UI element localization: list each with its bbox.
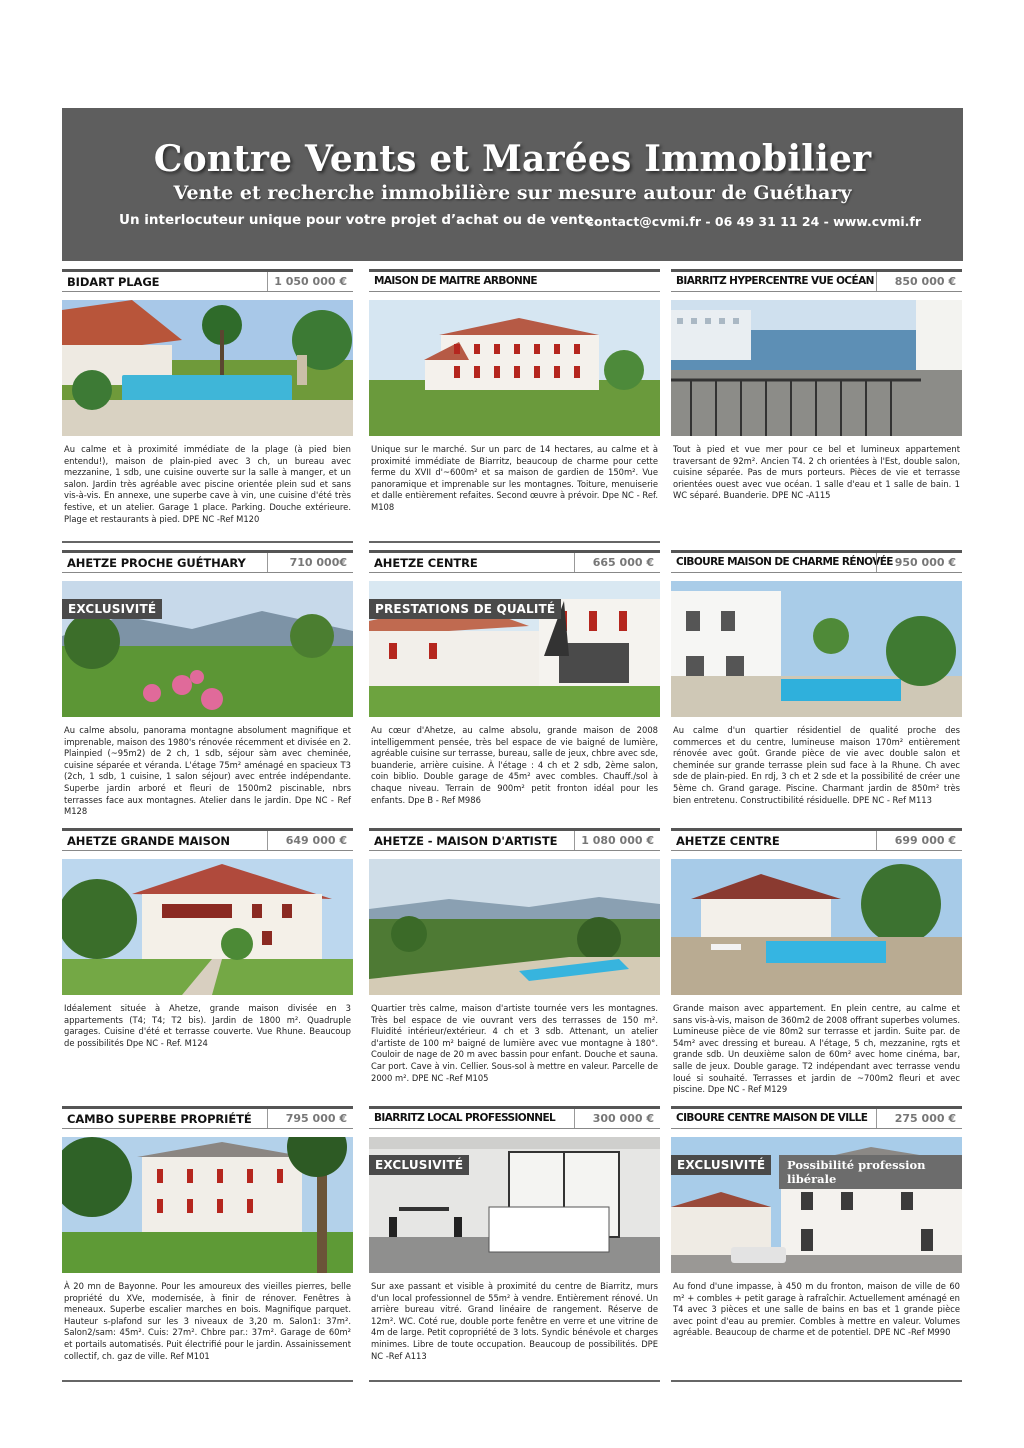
listing-price: 300 000 € bbox=[574, 1109, 660, 1128]
listing-name: AHETZE PROCHE GUÉTHARY bbox=[67, 556, 246, 570]
bottom-rule bbox=[62, 1380, 353, 1382]
listing-photo[interactable] bbox=[62, 581, 353, 717]
listing-photo[interactable] bbox=[369, 1137, 660, 1273]
listing-card[interactable] bbox=[369, 550, 660, 806]
historic-estate-image bbox=[62, 1137, 353, 1273]
listing-footline bbox=[369, 541, 660, 543]
listing-price: 710 000€ bbox=[267, 553, 353, 572]
exclusivity-badge: EXCLUSIVITÉ bbox=[369, 1155, 469, 1175]
bottom-rule bbox=[671, 1380, 962, 1382]
listing-description: Au calme d'un quartier résidentiel de qualité proche des commerces et du centre, lumineuse maison 170m² entièrement rénovée avec goût. Grande pièce de vie avec double salon et cheminée sur grande terrasse plein sud face à la Rhune. Ch avec sde de plain-pied. En rdj, 3 ch et 2 sde et la possibilité de créer une 5ème ch. Grand garage. Piscine. Charmant jardin de 850m² très bien entretenu. Constructibilité résiduelle. DPE NC - Ref M113 bbox=[673, 725, 960, 805]
listing-card[interactable] bbox=[62, 550, 353, 818]
listing-photo[interactable] bbox=[369, 859, 660, 995]
listing-photo[interactable] bbox=[62, 300, 353, 436]
listing-description: Au cœur d'Ahetze, au calme absolu, grande maison de 2008 intelligemment pensée, très bel espace de vie baigné de lumière, agréable cuisine sur terrasse, bureau, salle de jeux, chbre avec sde, buanderie, arrière cuisine. À l'étage : 4 ch et 2 sdb, 2ème salon, coin biblio. Double garage de 45m² avec combles. Chauff./sol à chaque niveau. Terrain de 900m² petit fronton idéal pour les enfants. Dpe B - Ref M986 bbox=[371, 725, 658, 805]
listing-price: 950 000 € bbox=[876, 553, 962, 572]
pool-villa-image bbox=[62, 300, 353, 436]
agency-header bbox=[62, 108, 963, 261]
listing-header bbox=[369, 550, 660, 573]
listing-photo[interactable] bbox=[671, 581, 962, 717]
listing-footline bbox=[62, 541, 353, 543]
listing-card[interactable] bbox=[671, 550, 962, 806]
listing-price: 699 000 € bbox=[876, 831, 962, 850]
listing-header bbox=[62, 828, 353, 851]
listing-description: À 20 mn de Bayonne. Pour les amoureux des vieilles pierres, belle propriété du XVe, modernisée, à finir de rénover. Fenêtres à meneaux. Superbe escalier marches en bois. Magnifique parquet. Hauteur s-plafond sur les 3 niveaux de 3,20 m. Salon1: 37m². Salon2/sam: 45m². Cuis: 27m². Chbre par.: 37m². Garage de 60m² et portails automatisés. Puit électrifié pour le jardin. Assainissement collectif, ch. gaz de ville. Ref M101 bbox=[64, 1281, 351, 1361]
quality-badge: PRESTATIONS DE QUALITÉ bbox=[369, 599, 561, 619]
listing-description: Au fond d'une impasse, à 450 m du fronton, maison de ville de 60 m² + combles + petit garage à rafraîchir. Actuellement aménagé en T4 avec 3 pièces et une salle de bains en bas et 1 grande pièce avec point d'eau au premier. Combles à mettre en valeur. Volumes agréable. Beaucoup de charme et de potentiel. DPE NC -Ref M990 bbox=[673, 1281, 960, 1338]
listing-description: Au calme et à proximité immédiate de la plage (à pied bien entendu!), maison de plain-pied avec 3 ch, un bureau avec mezzanine, 1 sdb, une cuisine ouverte sur la salle à manger, et un salon. Jardin très agréable avec piscine orientée plein sud et sans vis-à-vis. En annexe, une superbe cave à vin, une cuisine d'été très festive, et un atelier. Garage 1 place. Parking. Douche extérieure. Plage et restaurants à pied. DPE NC -Ref M120 bbox=[64, 444, 351, 524]
listing-price: 850 000 € bbox=[876, 272, 962, 291]
artist-house-view-image bbox=[369, 859, 660, 995]
listing-description: Sur axe passant et visible à proximité du centre de Biarritz, murs d'un local professionnel de 55m² à vendre. Entièrement rénové. Un arrière bureau vitré. Grand linéaire de rangement. Réserve de 12m². WC. Coté rue, double porte fenêtre en verre et une vitrine de 4m de large. Petit copropriété de 3 lots. Syndic bénévole et charges minimes. Libre de toute occupation. Beaucoup de possibilités. DPE NC -Ref A113 bbox=[371, 1281, 658, 1361]
listing-card[interactable] bbox=[62, 1106, 353, 1362]
listing-name: AHETZE GRANDE MAISON bbox=[67, 834, 230, 848]
listing-header bbox=[671, 550, 962, 573]
bottom-rule bbox=[369, 1380, 660, 1382]
manor-house-image bbox=[369, 300, 660, 436]
listing-header bbox=[62, 550, 353, 573]
house-with-pool-deck-image bbox=[671, 859, 962, 995]
listing-header bbox=[369, 828, 660, 851]
listing-name: BIARRITZ HYPERCENTRE VUE OCÉAN bbox=[676, 275, 874, 287]
listing-price: 665 000 € bbox=[574, 553, 660, 572]
listing-price: 275 000 € bbox=[876, 1109, 962, 1128]
listing-name: BIARRITZ LOCAL PROFESSIONNEL bbox=[374, 1112, 556, 1124]
listing-description: Au calme absolu, panorama montagne absolument magnifique et imprenable, maison des 1980's rénovée récemment et divisée en 2. Plainpied (~95m2) de 2 ch, 1 sdb, séjour sàm avec cheminée, cuisine séparée et véranda. L'étage 75m² aménagé en spacieux T3 (2ch, 1 sdb, 1 cuisine, 1 salon séjour) avec entrée indépendante. Superbe jardin arboré et fleuri de 1500m2 piscinable, nbrs terrasses face aux montagnes. Atelier dans le jardin. Dpe NC - Ref M128 bbox=[64, 725, 351, 817]
listing-photo[interactable] bbox=[369, 581, 660, 717]
agency-tagline: Un interlocuteur unique pour votre projet d’achat ou de vente. bbox=[119, 212, 599, 228]
large-house-image bbox=[62, 859, 353, 995]
listing-header bbox=[671, 269, 962, 292]
listing-name: AHETZE CENTRE bbox=[374, 556, 478, 570]
listing-name: AHETZE - MAISON D'ARTISTE bbox=[374, 834, 558, 848]
listing-card[interactable] bbox=[671, 1106, 962, 1339]
listing-name: MAISON DE MAITRE ARBONNE bbox=[374, 275, 538, 287]
agency-subtitle: Vente et recherche immobilière sur mesure autour de Guéthary bbox=[173, 182, 852, 204]
listing-price: 795 000 € bbox=[267, 1109, 353, 1128]
listing-photo[interactable] bbox=[671, 300, 962, 436]
listing-header bbox=[369, 1106, 660, 1129]
listing-name: AHETZE CENTRE bbox=[676, 834, 780, 848]
agency-title: Contre Vents et Marées Immobilier bbox=[153, 138, 872, 180]
listing-description: Idéalement située à Ahetze, grande maison divisée en 3 appartements (T4; T4; T2 bis). Jardin de 1800 m². Quadruple garages. Cuisine d'été et terrasse couverte. Vue Rhune. Beaucoup de possibilités Dpe NC - Ref. M124 bbox=[64, 1003, 351, 1048]
listing-card[interactable] bbox=[62, 269, 353, 525]
listing-header bbox=[62, 269, 353, 292]
listing-photo[interactable] bbox=[671, 1137, 962, 1273]
listing-description: Unique sur le marché. Sur un parc de 14 hectares, au calme et à proximité immédiate de Biarritz, beaucoup de charme pour cette ferme du XVII d'~600m² et sa maison de gardien de 150m². Vue panoramique et imprenable sur les montagnes. Toiture, menuiserie et dalle entièrement refaites. Second œuvre à prévoir. Dpe NC - Ref. M108 bbox=[371, 444, 658, 512]
ocean-view-balcony-image bbox=[671, 300, 962, 436]
listing-name: CIBOURE MAISON DE CHARME RÉNOVÉE bbox=[676, 556, 893, 568]
listing-card[interactable] bbox=[369, 828, 660, 1084]
listing-card[interactable] bbox=[671, 269, 962, 502]
listing-description: Grande maison avec appartement. En plein centre, au calme et sans vis-à-vis, maison de 360m2 de 2008 offrant superbes volumes. Lumineuse pièce de vie 80m2 sur terrasse et jardin. Suite par. de 54m² avec dressing et bureau. A l'étage, 5 ch, mezzanine, rgts et grande sdb. Un deuxième salon de 60m² avec home cinéma, bar, salle de jeux. Double garage. T2 indépendant avec terrasse vendu loué si souhaité. Terrasses et jardin de ~700m2 fleuri et avec piscine. Dpe NC - Ref M129 bbox=[673, 1003, 960, 1095]
renovated-house-pool-image bbox=[671, 581, 962, 717]
listing-card[interactable] bbox=[62, 828, 353, 1049]
listing-card[interactable] bbox=[369, 1106, 660, 1362]
listing-description: Tout à pied et vue mer pour ce bel et lumineux appartement traversant de 92m². Ancien T4. 2 ch orientées à l'Est, double salon, cuisine séparée. Pas de murs porteurs. Pièces de vie et terrasse orientées ouest avec vue océan. 1 salle d'eau et 1 salle de bain. 1 WC séparé. Buanderie. DPE NC -A115 bbox=[673, 444, 960, 501]
listing-name: CAMBO SUPERBE PROPRIÉTÉ bbox=[67, 1112, 252, 1126]
listing-header bbox=[671, 1106, 962, 1129]
listing-header bbox=[671, 828, 962, 851]
listing-photo[interactable] bbox=[671, 859, 962, 995]
listing-photo[interactable] bbox=[62, 859, 353, 995]
listing-header bbox=[62, 1106, 353, 1129]
exclusivity-badge: EXCLUSIVITÉ bbox=[671, 1155, 771, 1175]
liberal-profession-badge: Possibilité profession libérale bbox=[779, 1155, 962, 1189]
listing-price: 1 080 000 € bbox=[574, 831, 660, 850]
agency-contact: contact@cvmi.fr - 06 49 31 11 24 - www.cvmi.fr bbox=[586, 214, 921, 229]
listing-name: BIDART PLAGE bbox=[67, 275, 160, 289]
listing-price: 649 000 € bbox=[267, 831, 353, 850]
listing-header bbox=[369, 269, 660, 292]
listing-photo[interactable] bbox=[62, 1137, 353, 1273]
listing-name: CIBOURE CENTRE MAISON DE VILLE bbox=[676, 1112, 868, 1124]
listing-description: Quartier très calme, maison d'artiste tournée vers les montagnes. Très bel espace de vie ouvrant vers des terrasses de 150 m². Fluidité intérieur/extérieur. 4 ch et 3 sdb. Attenant, un atelier d'artiste de 100 m² baigné de lumière avec vue montagne à 180°. Couloir de nage de 20 m avec bassin pour enfant. Douche et sauna. Car port. Cave à vin. Cellier. Sous-sol à mettre en valeur. Parcelle de 2000 m². DPE NC -Ref M105 bbox=[371, 1003, 658, 1083]
listing-price: 1 050 000 € bbox=[267, 272, 353, 291]
listing-card[interactable] bbox=[369, 269, 660, 514]
listing-photo[interactable] bbox=[369, 300, 660, 436]
listing-card[interactable] bbox=[671, 828, 962, 1096]
exclusivity-badge: EXCLUSIVITÉ bbox=[62, 599, 162, 619]
